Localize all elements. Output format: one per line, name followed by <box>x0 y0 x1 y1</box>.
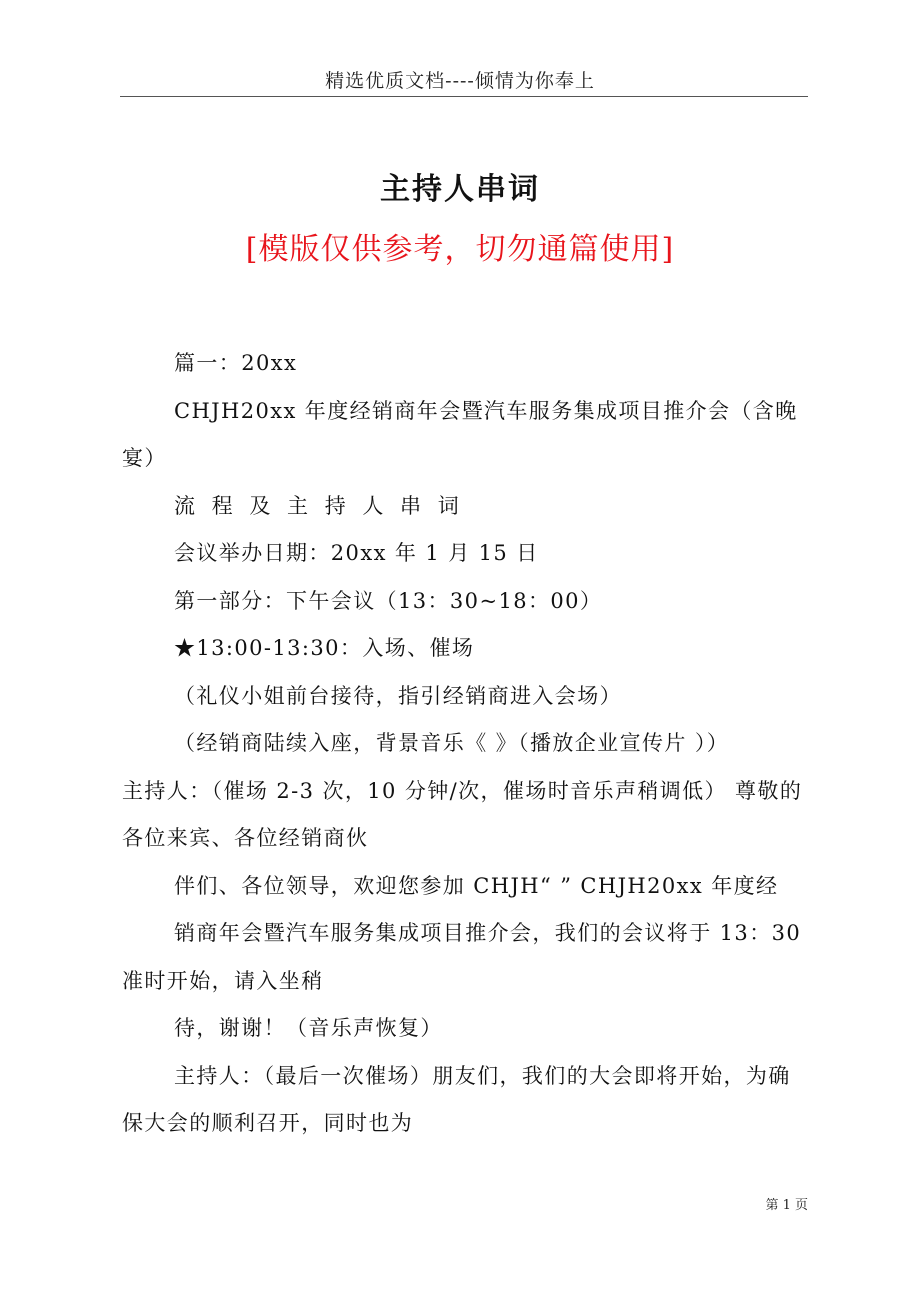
page-number: 第 1 页 <box>765 1198 808 1213</box>
document-body <box>122 340 808 1148</box>
paragraph: ★13:00-13:30：入场、催场 <box>174 636 475 660</box>
paragraph: 流 程 及 主 持 人 串 词 <box>174 493 459 518</box>
template-notice: [模版仅供参考，切勿通篇使用] <box>245 232 675 267</box>
paragraph: 篇一：20xx <box>174 351 298 375</box>
paragraph: 主持人：（最后一次催场）朋友们，我们的大会即将开始，为确保大会的顺利召开，同时也为 <box>122 1063 791 1135</box>
paragraph: 会议举办日期：20xx 年 1 月 15 日 <box>174 541 539 565</box>
header-divider <box>120 96 808 97</box>
document-title: 主持人串词 <box>380 172 540 207</box>
paragraph: CHJH20xx 年度经销商年会暨汽车服务集成项目推介会（含晚宴） <box>122 398 798 470</box>
paragraph: 主持人：（催场 2-3 次，10 分钟/次，催场时音乐声稍调低） 尊敬的各位来宾、各位经销商伙 <box>122 778 803 850</box>
paragraph: （经销商陆续入座，背景音乐《 》（播放企业宣传片 ）） <box>174 731 730 755</box>
paragraph: （礼仪小姐前台接待，指引经销商进入会场） <box>174 683 622 708</box>
paragraph: 销商年会暨汽车服务集成项目推介会，我们的会议将于 13：30 准时开始，请入坐稍 <box>122 921 802 993</box>
paragraph: 待，谢谢！（音乐声恢复） <box>174 1016 443 1040</box>
paragraph: 伴们、各位领导，欢迎您参加 CHJH“ ” CHJH20xx 年度经 <box>174 873 779 898</box>
header-text: 精选优质文档----倾情为你奉上 <box>325 70 595 92</box>
paragraph: 第一部分：下午会议（13：30~18：00） <box>174 588 603 613</box>
